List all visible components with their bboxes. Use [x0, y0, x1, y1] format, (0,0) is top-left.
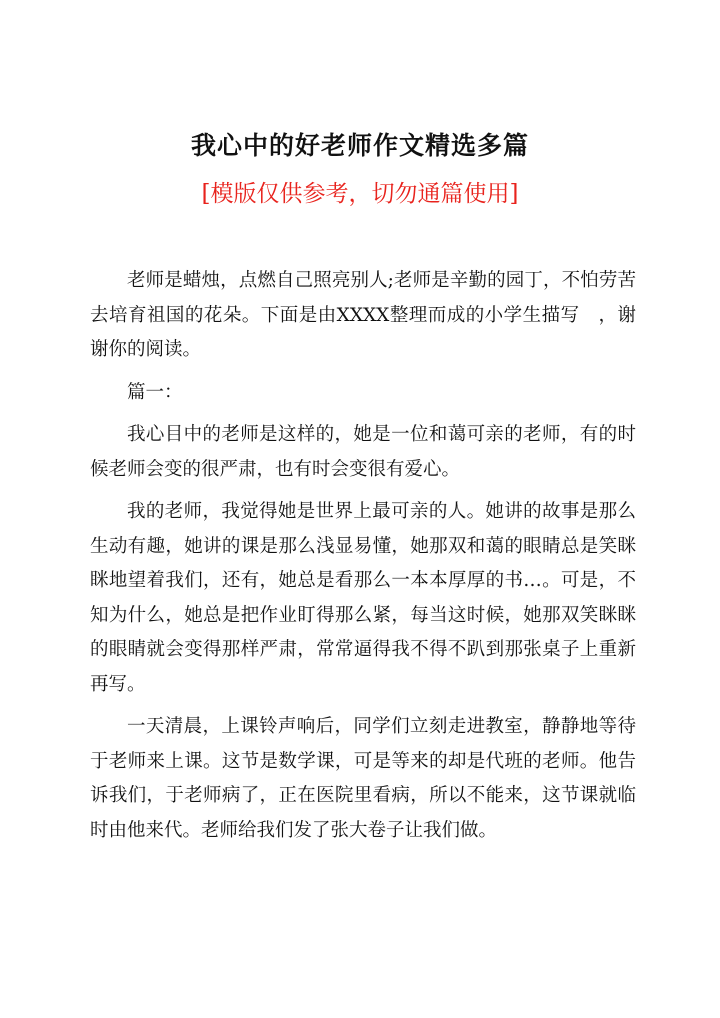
paragraph: 我的老师，我觉得她是世界上最可亲的人。她讲的故事是那么生动有趣，她讲的课是那么浅显易懂，她那双和蔼的眼睛总是笑眯眯地望着我们，还有，她总是看那么一本本厚厚的书…。可是，不知为什么，她总是把作业盯得那么紧，每当这时候，她那双笑眯眯的眼睛就会变得那样严肃，常常逼得我不得不趴到那张桌子上重新再写。 — [90, 501, 636, 695]
paragraph: 一天清晨，上课铃声响后，同学们立刻走进教室，静静地等待于老师来上课。这节是数学课，可是等来的却是代班的老师。他告诉我们，于老师病了，正在医院里看病，所以不能来，这节课就临时由他来代。老师给我们发了张大卷子让我们做。 — [90, 716, 636, 841]
page-title: 我心中的好老师作文精选多篇 — [190, 131, 529, 160]
section-heading: 篇一： — [127, 381, 183, 403]
paragraph-intro: 老师是蜡烛，点燃自己照亮别人;老师是辛勤的园丁，不怕劳苦去培育祖国的花朵。下面是由XXXX整理而成的小学生描写 ，谢谢你的阅读。 — [90, 270, 636, 360]
paragraph: 我心目中的老师是这样的，她是一位和蔼可亲的老师，有的时候老师会变的很严肃，也有时会变很有爱心。 — [90, 424, 636, 480]
article-body — [90, 264, 636, 848]
template-notice: [模版仅供参考，切勿通篇使用] — [201, 181, 519, 207]
